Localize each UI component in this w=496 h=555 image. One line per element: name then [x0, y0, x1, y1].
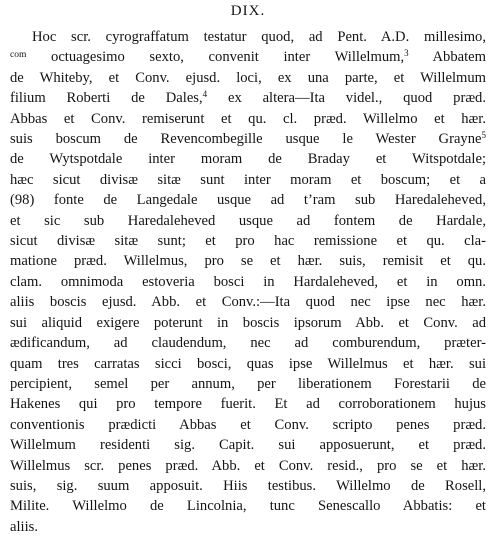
line-text: octuagesimo sexto, convenit inter Willelmum,: [26, 49, 405, 66]
text-line: [10, 394, 486, 414]
text-line: [10, 354, 486, 374]
line-text: suis, sig. suum apposuit. Hiis testibus. Willelmo de Rosell,: [10, 477, 486, 494]
text-line: [10, 313, 486, 333]
footnote-marker: 5: [481, 130, 486, 141]
line-text: Willelmum residenti sig. Capit. sui apposuerunt, et præd.: [10, 437, 486, 454]
text-line: [10, 190, 486, 210]
line-text: et sic sub Haredaleheved usque ad fontem de Hardale,: [10, 212, 486, 229]
text-line: [10, 435, 486, 455]
text-line: [10, 496, 486, 516]
line-text: Abbas et Conv. remiserunt et qu. cl. præd. Willelmo et hær.: [10, 110, 486, 127]
line-text: clam. omnimoda estoveria bosci in Hardaleheved, et in omn.: [10, 273, 486, 290]
text-line: [10, 517, 486, 537]
line-text: (98) fonte de Langedale usque ad t’ram sub Haredaleheved,: [10, 192, 486, 209]
text-line: [10, 88, 486, 108]
text-line: [10, 149, 486, 169]
line-text: quam tres carratas sicci bosci, quas ipse Willelmus et hær. sui: [10, 355, 486, 372]
line-text: aliis.: [10, 518, 38, 535]
line-text-continued: ex altera—Ita videl., quod præd.: [207, 90, 486, 107]
line-text: Hakenes qui pro tempore fuerit. Et ad corroborationem hujus: [10, 396, 486, 413]
footnote-marker: 4: [202, 89, 208, 100]
line-text: conventionis prædicti Abbas et Conv. scripto penes præd.: [10, 416, 486, 433]
text-line: [10, 272, 486, 292]
text-line: [10, 374, 486, 394]
text-line: [10, 27, 486, 47]
text-line: [10, 170, 486, 190]
superscript-abbreviation: com: [10, 50, 27, 61]
text-line: [10, 68, 486, 88]
line-text: aliis boscis ejusd. Abb. et Conv.:—Ita quod nec ipse nec hær.: [10, 294, 486, 311]
text-line: [10, 476, 486, 496]
line-text: hæc sicut divisæ sitæ sunt inter moram et boscum; et a: [10, 171, 486, 188]
text-line: [10, 456, 486, 476]
line-text: filium Roberti de Dales,: [10, 90, 203, 107]
footnote-marker: 3: [404, 48, 409, 59]
text-line: [10, 129, 486, 149]
document-body: [10, 27, 486, 537]
text-line: [10, 292, 486, 312]
line-text: suis boscum de Revencombegille usque le Wester Grayne: [10, 131, 482, 148]
line-text: de Wytspotdale inter moram de Braday et Witspotdale;: [10, 151, 486, 168]
line-text: percipient, semel per annum, per liberationem Forestarii de: [10, 375, 486, 392]
line-text: de Whiteby, et Conv. ejusd. loci, ex una parte, et Willelmum: [10, 69, 486, 86]
line-text: sui aliquid exigere poterunt in boscis ipsorum Abb. et Conv. ad: [10, 314, 486, 331]
line-text: Willelmus scr. penes præd. Abb. et Conv. resid., pro se et hær.: [10, 457, 486, 474]
line-text: matione præd. Willelmus, pro se et hær. suis, remisit et qu.: [10, 253, 486, 270]
text-line: [10, 47, 486, 67]
line-text-continued: Abbatem: [408, 49, 486, 66]
text-line: [10, 109, 486, 129]
text-line: [10, 333, 486, 353]
line-text: ædificandum, ad claudendum, nec ad comburendum, præter-: [10, 335, 486, 352]
text-line: [10, 415, 486, 435]
text-line: [10, 231, 486, 251]
document-heading: DIX.: [230, 3, 266, 19]
line-text: Hoc scr. cyrograffatum testatur quod, ad Pent. A.D. millesimo,: [32, 29, 486, 45]
line-text: sicut divisæ sitæ sunt; et pro hac remissione et qu. cla-: [10, 233, 486, 250]
text-line: [10, 211, 486, 231]
text-line: [10, 251, 486, 271]
line-text: Milite. Willelmo de Lincolnia, tunc Senescallo Abbatis: et: [10, 498, 486, 515]
